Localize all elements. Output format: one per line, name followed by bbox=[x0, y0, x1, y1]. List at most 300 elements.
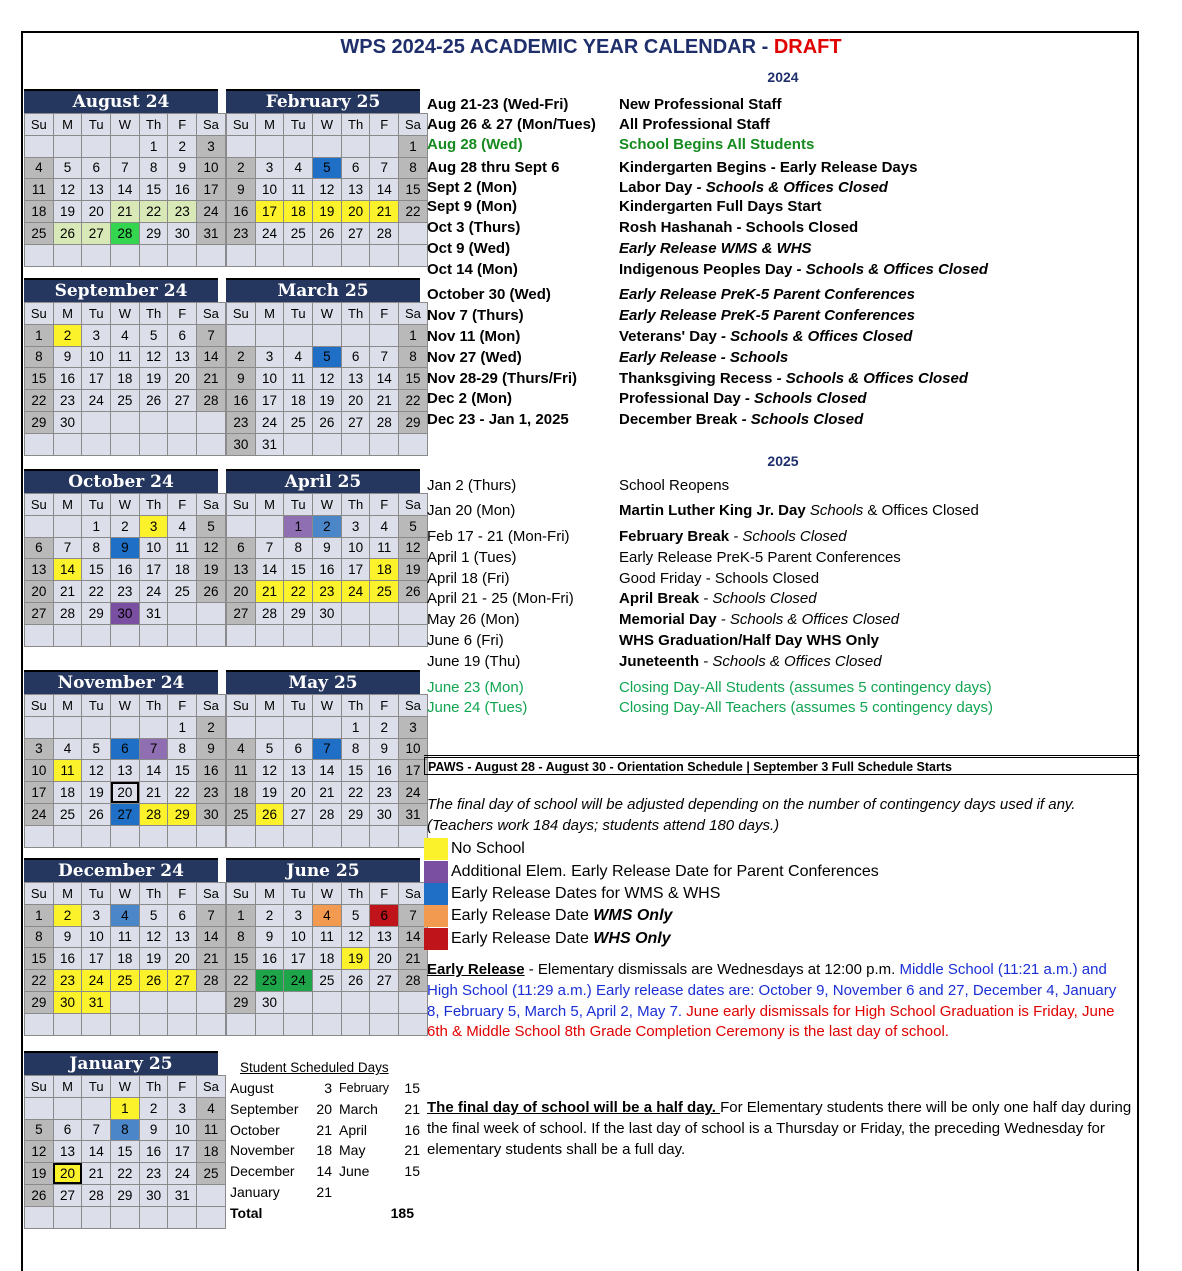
month-title: November 24 bbox=[24, 670, 218, 694]
day-cell: 30 bbox=[53, 411, 82, 433]
empty-day-cell bbox=[139, 716, 168, 738]
day-cell: 16 bbox=[370, 760, 399, 782]
day-cell: 4 bbox=[111, 324, 140, 346]
day-cell: 18 bbox=[197, 1141, 226, 1163]
day-cell: 27 bbox=[168, 390, 197, 412]
day-cell: 8 bbox=[139, 157, 168, 179]
legend-label: Additional Elem. Early Release Date for Parent Conferences bbox=[451, 863, 879, 880]
weekday-header: M bbox=[53, 494, 82, 516]
day-cell: 6 bbox=[111, 738, 140, 760]
day-cell: 11 bbox=[197, 1119, 226, 1141]
day-cell: 7 bbox=[370, 157, 399, 179]
weekday-header: M bbox=[255, 114, 284, 136]
weekday-header: F bbox=[168, 883, 197, 905]
event-description: April Break - Schools Closed bbox=[619, 590, 817, 607]
day-cell: 21 bbox=[53, 581, 82, 603]
day-cell: 5 bbox=[341, 904, 370, 926]
day-cell: 8 bbox=[227, 926, 256, 948]
weekday-header: Tu bbox=[284, 114, 313, 136]
day-cell: 27 bbox=[111, 803, 140, 825]
empty-day-cell bbox=[82, 433, 111, 455]
day-cell: 28 bbox=[53, 602, 82, 624]
day-cell: 15 bbox=[139, 179, 168, 201]
weekday-header: Sa bbox=[197, 114, 226, 136]
event-date: Nov 11 (Mon) bbox=[427, 328, 521, 345]
month-title: January 25 bbox=[24, 1051, 218, 1075]
day-cell: 14 bbox=[53, 559, 82, 581]
day-cell: 25 bbox=[168, 581, 197, 603]
event-description: Early Release - Schools bbox=[619, 349, 789, 366]
day-cell: 5 bbox=[25, 1119, 54, 1141]
day-cell: 28 bbox=[111, 222, 140, 244]
day-cell: 18 bbox=[111, 948, 140, 970]
day-cell: 6 bbox=[341, 346, 370, 368]
weekday-header: F bbox=[370, 695, 399, 717]
empty-day-cell bbox=[197, 433, 226, 455]
day-cell: 29 bbox=[25, 411, 54, 433]
weekday-header: Sa bbox=[399, 114, 428, 136]
empty-day-cell bbox=[197, 411, 226, 433]
weekday-header: F bbox=[370, 303, 399, 325]
day-cell: 28 bbox=[370, 222, 399, 244]
event-description: Labor Day - Schools & Offices Closed bbox=[619, 179, 888, 196]
day-cell: 26 bbox=[341, 970, 370, 992]
day-cell: 1 bbox=[284, 515, 313, 537]
month-name: October bbox=[230, 1121, 280, 1138]
event-date: May 26 (Mon) bbox=[427, 611, 520, 628]
empty-day-cell bbox=[25, 624, 54, 646]
empty-day-cell bbox=[341, 624, 370, 646]
weekday-header: F bbox=[168, 303, 197, 325]
empty-day-cell bbox=[25, 1013, 54, 1035]
day-cell: 7 bbox=[370, 346, 399, 368]
day-cell: 14 bbox=[197, 346, 226, 368]
day-cell: 7 bbox=[197, 904, 226, 926]
weekday-header: W bbox=[111, 494, 140, 516]
event-date: June 23 (Mon) bbox=[427, 679, 524, 696]
day-cell: 16 bbox=[197, 760, 226, 782]
empty-day-cell bbox=[139, 991, 168, 1013]
empty-day-cell bbox=[111, 991, 140, 1013]
empty-day-cell bbox=[399, 222, 428, 244]
day-cell: 18 bbox=[25, 201, 54, 223]
empty-day-cell bbox=[370, 244, 399, 266]
event-description: New Professional Staff bbox=[619, 96, 782, 113]
calendar-march-25 bbox=[226, 278, 420, 456]
day-cell: 12 bbox=[255, 760, 284, 782]
day-cell: 15 bbox=[168, 760, 197, 782]
day-cell: 7 bbox=[313, 738, 342, 760]
event-description: School Begins All Students bbox=[619, 136, 815, 153]
day-cell: 30 bbox=[227, 433, 256, 455]
empty-day-cell bbox=[255, 324, 284, 346]
empty-day-cell bbox=[53, 135, 82, 157]
day-cell: 22 bbox=[284, 581, 313, 603]
event-date: Dec 2 (Mon) bbox=[427, 390, 513, 407]
day-cell: 22 bbox=[341, 782, 370, 804]
day-cell: 2 bbox=[255, 904, 284, 926]
day-cell: 28 bbox=[139, 803, 168, 825]
day-cell: 30 bbox=[139, 1184, 168, 1206]
day-cell: 18 bbox=[284, 201, 313, 223]
day-cell: 15 bbox=[284, 559, 313, 581]
day-cell: 25 bbox=[284, 222, 313, 244]
day-cell: 19 bbox=[341, 948, 370, 970]
weekday-header: F bbox=[168, 114, 197, 136]
calendar-november-24 bbox=[24, 670, 218, 848]
day-cell: 16 bbox=[139, 1141, 168, 1163]
day-cell: 3 bbox=[82, 904, 111, 926]
day-cell: 9 bbox=[227, 179, 256, 201]
weekday-header: Th bbox=[139, 695, 168, 717]
event-date: June 6 (Fri) bbox=[427, 632, 504, 649]
calendar-september-24 bbox=[24, 278, 218, 456]
day-cell: 20 bbox=[25, 581, 54, 603]
day-cell: 20 bbox=[82, 201, 111, 223]
event-date: Oct 14 (Mon) bbox=[427, 261, 518, 278]
day-cell: 13 bbox=[168, 346, 197, 368]
empty-day-cell bbox=[197, 1184, 226, 1206]
empty-day-cell bbox=[53, 433, 82, 455]
day-cell: 31 bbox=[82, 991, 111, 1013]
day-cell: 22 bbox=[82, 581, 111, 603]
day-cell: 10 bbox=[82, 346, 111, 368]
day-cell: 16 bbox=[111, 559, 140, 581]
event-description: Early Release PreK-5 Parent Conferences bbox=[619, 549, 901, 566]
divider bbox=[424, 755, 1140, 756]
day-cell: 24 bbox=[168, 1163, 197, 1185]
empty-day-cell bbox=[53, 825, 82, 847]
event-description: Good Friday - Schools Closed bbox=[619, 570, 820, 587]
day-cell: 9 bbox=[53, 926, 82, 948]
event-date: June 19 (Thu) bbox=[427, 653, 521, 670]
event-description: Juneteenth - Schools & Offices Closed bbox=[619, 653, 882, 670]
day-cell: 17 bbox=[284, 948, 313, 970]
empty-day-cell bbox=[313, 825, 342, 847]
empty-day-cell bbox=[313, 244, 342, 266]
day-cell: 17 bbox=[255, 201, 284, 223]
day-cell: 26 bbox=[399, 581, 428, 603]
day-count: 21 bbox=[316, 1184, 332, 1200]
day-cell: 6 bbox=[284, 738, 313, 760]
weekday-header: W bbox=[313, 883, 342, 905]
empty-day-cell bbox=[139, 1013, 168, 1035]
day-cell: 29 bbox=[227, 991, 256, 1013]
day-cell: 2 bbox=[197, 716, 226, 738]
day-cell: 6 bbox=[168, 904, 197, 926]
empty-day-cell bbox=[227, 624, 256, 646]
day-cell: 31 bbox=[139, 602, 168, 624]
day-cell: 1 bbox=[227, 904, 256, 926]
day-cell: 16 bbox=[227, 201, 256, 223]
day-cell: 12 bbox=[313, 368, 342, 390]
weekday-header: Su bbox=[25, 114, 54, 136]
day-cell: 11 bbox=[25, 179, 54, 201]
day-cell: 5 bbox=[313, 157, 342, 179]
day-cell: 14 bbox=[255, 559, 284, 581]
empty-day-cell bbox=[284, 433, 313, 455]
empty-day-cell bbox=[341, 135, 370, 157]
day-cell: 2 bbox=[53, 324, 82, 346]
day-cell: 19 bbox=[255, 782, 284, 804]
day-cell: 21 bbox=[370, 201, 399, 223]
day-cell: 22 bbox=[227, 970, 256, 992]
empty-day-cell bbox=[25, 135, 54, 157]
event-date: Jan 2 (Thurs) bbox=[427, 477, 517, 494]
month-name: December bbox=[230, 1163, 295, 1180]
day-cell: 6 bbox=[370, 904, 399, 926]
weekday-header: M bbox=[255, 695, 284, 717]
day-cell: 25 bbox=[313, 970, 342, 992]
event-date: Oct 3 (Thurs) bbox=[427, 219, 521, 236]
empty-day-cell bbox=[168, 1206, 197, 1228]
month-title: March 25 bbox=[226, 278, 420, 302]
event-date: Nov 28-29 (Thurs/Fri) bbox=[427, 370, 578, 387]
weekday-header: M bbox=[255, 883, 284, 905]
empty-day-cell bbox=[284, 624, 313, 646]
month-name: May bbox=[339, 1142, 366, 1159]
day-cell: 27 bbox=[227, 602, 256, 624]
day-cell: 12 bbox=[313, 179, 342, 201]
day-cell: 2 bbox=[111, 515, 140, 537]
day-cell: 11 bbox=[284, 179, 313, 201]
empty-day-cell bbox=[255, 515, 284, 537]
empty-day-cell bbox=[341, 602, 370, 624]
empty-day-cell bbox=[82, 716, 111, 738]
weekday-header: Tu bbox=[82, 303, 111, 325]
day-cell: 14 bbox=[197, 926, 226, 948]
weekday-header: W bbox=[313, 695, 342, 717]
event-date: Oct 9 (Wed) bbox=[427, 240, 511, 257]
day-cell: 27 bbox=[284, 803, 313, 825]
day-cell: 28 bbox=[399, 970, 428, 992]
day-count: 18 bbox=[316, 1142, 332, 1159]
weekday-header: Th bbox=[139, 1076, 168, 1098]
day-cell: 27 bbox=[341, 222, 370, 244]
empty-day-cell bbox=[168, 411, 197, 433]
day-cell: 27 bbox=[25, 602, 54, 624]
day-cell: 2 bbox=[227, 346, 256, 368]
weekday-header: Su bbox=[25, 883, 54, 905]
day-cell: 5 bbox=[53, 157, 82, 179]
empty-day-cell bbox=[284, 991, 313, 1013]
day-cell: 3 bbox=[25, 738, 54, 760]
weekday-header: M bbox=[255, 494, 284, 516]
day-cell: 18 bbox=[168, 559, 197, 581]
weekday-header: M bbox=[53, 1076, 82, 1098]
month-title: August 24 bbox=[24, 89, 218, 113]
empty-day-cell bbox=[227, 135, 256, 157]
day-cell: 9 bbox=[111, 537, 140, 559]
event-date: October 30 (Wed) bbox=[427, 286, 551, 303]
day-cell: 13 bbox=[284, 760, 313, 782]
day-cell: 20 bbox=[168, 368, 197, 390]
day-cell: 28 bbox=[82, 1184, 111, 1206]
empty-day-cell bbox=[82, 135, 111, 157]
event-date: Aug 28 thru Sept 6 bbox=[427, 159, 560, 176]
weekday-header: Tu bbox=[284, 883, 313, 905]
day-cell: 14 bbox=[313, 760, 342, 782]
event-description: Rosh Hashanah - Schools Closed bbox=[619, 219, 859, 236]
day-cell: 22 bbox=[168, 782, 197, 804]
day-cell: 30 bbox=[313, 602, 342, 624]
empty-day-cell bbox=[284, 135, 313, 157]
day-cell: 1 bbox=[25, 904, 54, 926]
day-cell: 17 bbox=[82, 368, 111, 390]
day-cell: 19 bbox=[82, 782, 111, 804]
day-cell: 15 bbox=[25, 368, 54, 390]
month-title: May 25 bbox=[226, 670, 420, 694]
day-cell: 1 bbox=[341, 716, 370, 738]
empty-day-cell bbox=[168, 1013, 197, 1035]
empty-day-cell bbox=[313, 135, 342, 157]
empty-day-cell bbox=[341, 324, 370, 346]
day-cell: 18 bbox=[370, 559, 399, 581]
event-description: Early Release WMS & WHS bbox=[619, 240, 812, 257]
weekday-header: Su bbox=[25, 1076, 54, 1098]
day-cell: 16 bbox=[168, 179, 197, 201]
empty-day-cell bbox=[82, 1206, 111, 1228]
day-cell: 10 bbox=[255, 368, 284, 390]
day-cell: 20 bbox=[341, 390, 370, 412]
empty-day-cell bbox=[53, 244, 82, 266]
empty-day-cell bbox=[370, 991, 399, 1013]
event-description: December Break - Schools Closed bbox=[619, 411, 864, 428]
day-cell: 16 bbox=[53, 368, 82, 390]
month-title: October 24 bbox=[24, 469, 218, 493]
weekday-header: Tu bbox=[82, 114, 111, 136]
event-date: April 1 (Tues) bbox=[427, 549, 517, 566]
weekday-header: Tu bbox=[284, 494, 313, 516]
empty-day-cell bbox=[82, 1097, 111, 1119]
day-cell: 12 bbox=[139, 346, 168, 368]
year-heading-2025: 2025 bbox=[767, 453, 799, 469]
page-title: WPS 2024-25 ACADEMIC YEAR CALENDAR - DRAFT bbox=[340, 36, 842, 58]
day-cell: 3 bbox=[139, 515, 168, 537]
empty-day-cell bbox=[313, 1013, 342, 1035]
month-name: April bbox=[339, 1121, 368, 1138]
empty-day-cell bbox=[341, 1013, 370, 1035]
month-name: August bbox=[230, 1080, 274, 1096]
day-cell: 25 bbox=[111, 970, 140, 992]
month-title: April 25 bbox=[226, 469, 420, 493]
empty-day-cell bbox=[399, 624, 428, 646]
legend-swatch bbox=[424, 883, 448, 905]
empty-day-cell bbox=[284, 825, 313, 847]
day-cell: 11 bbox=[111, 346, 140, 368]
day-cell: 22 bbox=[25, 970, 54, 992]
empty-day-cell bbox=[139, 825, 168, 847]
empty-day-cell bbox=[25, 1206, 54, 1228]
empty-day-cell bbox=[168, 244, 197, 266]
day-cell: 9 bbox=[255, 926, 284, 948]
day-cell: 28 bbox=[197, 390, 226, 412]
day-cell: 4 bbox=[197, 1097, 226, 1119]
weekday-header: Sa bbox=[399, 883, 428, 905]
empty-day-cell bbox=[399, 433, 428, 455]
empty-day-cell bbox=[53, 515, 82, 537]
day-cell: 21 bbox=[197, 368, 226, 390]
day-cell: 4 bbox=[53, 738, 82, 760]
empty-day-cell bbox=[168, 825, 197, 847]
day-cell: 19 bbox=[53, 201, 82, 223]
day-cell: 5 bbox=[139, 324, 168, 346]
weekday-header: M bbox=[53, 695, 82, 717]
day-cell: 14 bbox=[82, 1141, 111, 1163]
weekday-header: Su bbox=[25, 303, 54, 325]
weekday-header: Sa bbox=[399, 494, 428, 516]
day-cell: 11 bbox=[53, 760, 82, 782]
event-date: Aug 21-23 (Wed-Fri) bbox=[427, 96, 569, 113]
day-cell: 23 bbox=[370, 782, 399, 804]
empty-day-cell bbox=[25, 433, 54, 455]
day-cell: 30 bbox=[255, 991, 284, 1013]
day-cell: 19 bbox=[25, 1163, 54, 1185]
day-cell: 12 bbox=[139, 926, 168, 948]
empty-day-cell bbox=[111, 433, 140, 455]
day-cell: 6 bbox=[341, 157, 370, 179]
day-cell: 5 bbox=[82, 738, 111, 760]
day-cell: 29 bbox=[341, 803, 370, 825]
day-cell: 29 bbox=[284, 602, 313, 624]
event-date: April 21 - 25 (Mon-Fri) bbox=[427, 590, 574, 607]
day-cell: 19 bbox=[313, 390, 342, 412]
day-cell: 5 bbox=[255, 738, 284, 760]
day-cell: 24 bbox=[82, 390, 111, 412]
day-cell: 9 bbox=[168, 157, 197, 179]
empty-day-cell bbox=[168, 602, 197, 624]
day-cell: 26 bbox=[82, 803, 111, 825]
empty-day-cell bbox=[197, 991, 226, 1013]
weekday-header: Su bbox=[25, 494, 54, 516]
day-cell: 15 bbox=[82, 559, 111, 581]
day-cell: 7 bbox=[139, 738, 168, 760]
weekday-header: Tu bbox=[284, 303, 313, 325]
weekday-header: Sa bbox=[197, 303, 226, 325]
event-description: Closing Day-All Teachers (assumes 5 contingency days) bbox=[619, 699, 994, 716]
empty-day-cell bbox=[25, 244, 54, 266]
month-title: June 25 bbox=[226, 858, 420, 882]
early-release-heading: Early Release bbox=[427, 961, 525, 978]
day-cell: 4 bbox=[111, 904, 140, 926]
day-cell: 4 bbox=[227, 738, 256, 760]
month-name: September bbox=[230, 1100, 299, 1117]
empty-day-cell bbox=[168, 433, 197, 455]
calendar-june-25 bbox=[226, 858, 420, 1036]
day-cell: 31 bbox=[168, 1184, 197, 1206]
day-cell: 2 bbox=[53, 904, 82, 926]
day-cell: 25 bbox=[284, 411, 313, 433]
weekday-header: Su bbox=[227, 494, 256, 516]
empty-day-cell bbox=[227, 324, 256, 346]
day-cell: 6 bbox=[82, 157, 111, 179]
empty-day-cell bbox=[197, 602, 226, 624]
day-cell: 1 bbox=[82, 515, 111, 537]
day-cell: 29 bbox=[399, 411, 428, 433]
empty-day-cell bbox=[168, 991, 197, 1013]
day-cell: 2 bbox=[227, 157, 256, 179]
empty-day-cell bbox=[82, 244, 111, 266]
day-count: 15 bbox=[404, 1163, 420, 1180]
day-cell: 7 bbox=[255, 537, 284, 559]
day-cell: 8 bbox=[25, 926, 54, 948]
weekday-header: F bbox=[370, 494, 399, 516]
day-cell: 24 bbox=[82, 970, 111, 992]
empty-day-cell bbox=[197, 244, 226, 266]
weekday-header: M bbox=[53, 883, 82, 905]
day-cell: 22 bbox=[139, 201, 168, 223]
day-cell: 12 bbox=[341, 926, 370, 948]
